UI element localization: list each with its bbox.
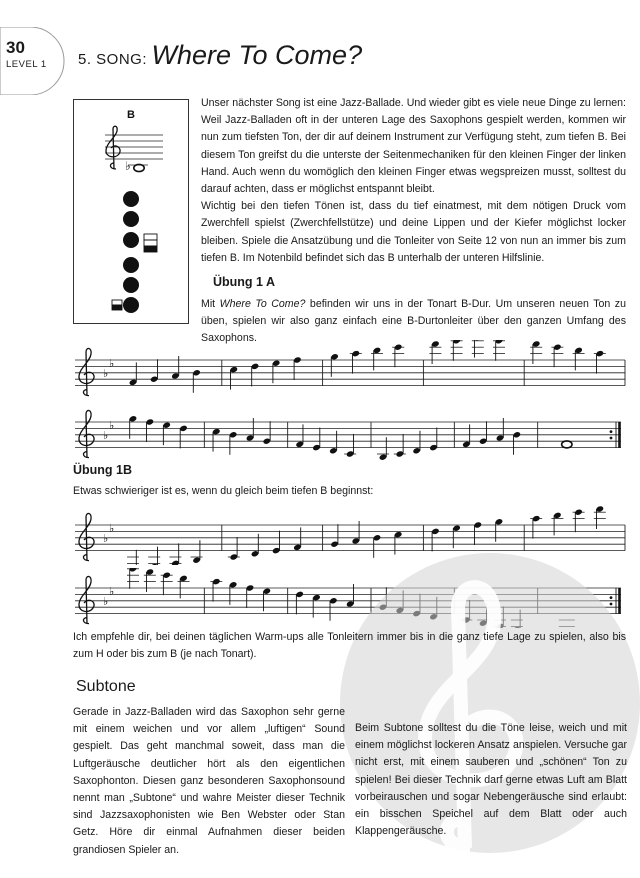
flat-icon: ♭ <box>103 594 109 608</box>
flat-icon: ♭ <box>103 366 109 380</box>
flat-icon: ♭ <box>103 428 109 442</box>
staff-1a-line-1 <box>73 340 629 400</box>
key-3 <box>123 232 139 248</box>
song-title: Where To Come? <box>151 40 363 70</box>
flat-icon: ♭ <box>103 531 109 545</box>
subtone-heading: Subtone <box>76 678 136 695</box>
intro-text <box>201 95 626 267</box>
exercise-1b-title: Übung 1B <box>73 463 133 477</box>
key-4 <box>123 257 139 273</box>
subtone-text-right: Beim Subtone solltest du die Töne leise, weich und mit einem möglichst lockeren Ansatz anspielen. Versuche gar nicht erst, mit einem sauberen und „schönen“ Ton zu spielen! Bei dieser Technik darf gerne etwas Luft am Blatt vorbeirauschen und sogar Nebengeräusche sind erlaubt: ein bisschen Speichel auf dem Blatt oder auch Klappengeräusche. <box>355 722 627 838</box>
flat-icon: ♭ <box>109 522 115 536</box>
flat-icon: ♭ <box>109 419 115 433</box>
subtone-text-left: Gerade in Jazz-Balladen wird das Saxophon sehr gerne mit einem weichen und vor allem „luftigen“ Sound gespielt. Das geht manchmal soweit, dass man die Luftgeräusche deutlicher hört als den eigentlichen Saxophonton. Diesen ganz besonderen Saxophonsound nennt man „Subtone“ und wahre Meister dieser Technik sind Jazzsaxophonisten wie Ben Webster oder Stan Getz. Höre dir einmal Aufnahmen dieser beiden grandiosen Spieler an. <box>73 706 345 856</box>
exercise-1b-description: Etwas schwieriger ist es, wenn du gleich beim tiefen B beginnst: <box>73 485 374 497</box>
fingering-note-label: B <box>127 109 135 121</box>
flat-icon: ♭ <box>109 585 115 599</box>
key-6 <box>123 297 139 313</box>
repeat-dot <box>610 430 613 433</box>
key-5 <box>123 277 139 293</box>
page-title <box>78 40 362 71</box>
treble-clef-icon <box>106 126 120 169</box>
flat-icon: ♭ <box>109 357 115 371</box>
intro-paragraph-1: Unser nächster Song ist eine Jazz-Ballade. Und wieder gibt es viele neue Dinge zu lernen: Weil Jazz-Balladen oft in der unteren Lage des Saxophons gespielt werden, kommen wir nun zum tiefsten Ton, der dir auf deinem Instrument zur Verfügung steht, zum tiefen B. Bei diesem Ton greifst du die unterste der Seitenmechaniken für den kleinen Finger der linken Hand. Auch wenn du womöglich den kleinen Finger etwas wegspreizen musst, solltest du darauf achten, dass er möglichst entspannt bleibt. <box>201 97 626 196</box>
whole-note <box>562 441 572 448</box>
staff-1a-line-2 <box>73 402 629 462</box>
page-level: LEVEL 1 <box>6 59 47 70</box>
treble-clef-icon <box>79 576 94 623</box>
warmup-tip: Ich empfehle dir, bei deinen täglichen Warm-ups alle Tonleitern immer bis in die ganz tiefe Lage zu spielen, also bis zum H oder bis zum B (je nach Tonart). <box>73 631 626 661</box>
sax-keys <box>112 191 157 313</box>
whole-note-icon <box>134 164 144 171</box>
section-label: 5. SONG: <box>78 51 148 68</box>
treble-clef-icon <box>79 348 94 395</box>
side-keys-icon <box>144 234 157 252</box>
intro-paragraph-2: Wichtig bei den tiefen Tönen ist, dass du tief einatmest, mit dem nötigen Druck vom Zwerchfell spielst (Zwerchfellstütze) und deine Lippen und der Kiefer möglichst locker bleiben. Spiele die Ansatzübung und die Tonleiter von Seite 12 von nun an immer bis zum tiefen B. Im Notenbild befindet sich das B unterhalb der unteren Hilfslinie. <box>201 200 626 264</box>
treble-clef-icon <box>79 513 94 560</box>
page-number: 30 <box>6 38 25 57</box>
low-keys-icon <box>112 300 122 310</box>
key-1 <box>123 191 139 207</box>
flat-icon: ♭ <box>125 159 131 173</box>
exercise-1a-description: Mit Where To Come? befinden wir uns in der Tonart B-Dur. Um unseren neuen Ton zu üben, spielen wir also ganz einfach eine B-Durtonleiter über den ganzen Umfang des Saxophons. <box>201 298 626 345</box>
treble-clef-icon <box>79 410 94 457</box>
repeat-dot <box>610 437 613 440</box>
exercise-1a-title: Übung 1 A <box>213 275 276 289</box>
key-2 <box>123 211 139 227</box>
fingering-chart <box>73 99 189 324</box>
